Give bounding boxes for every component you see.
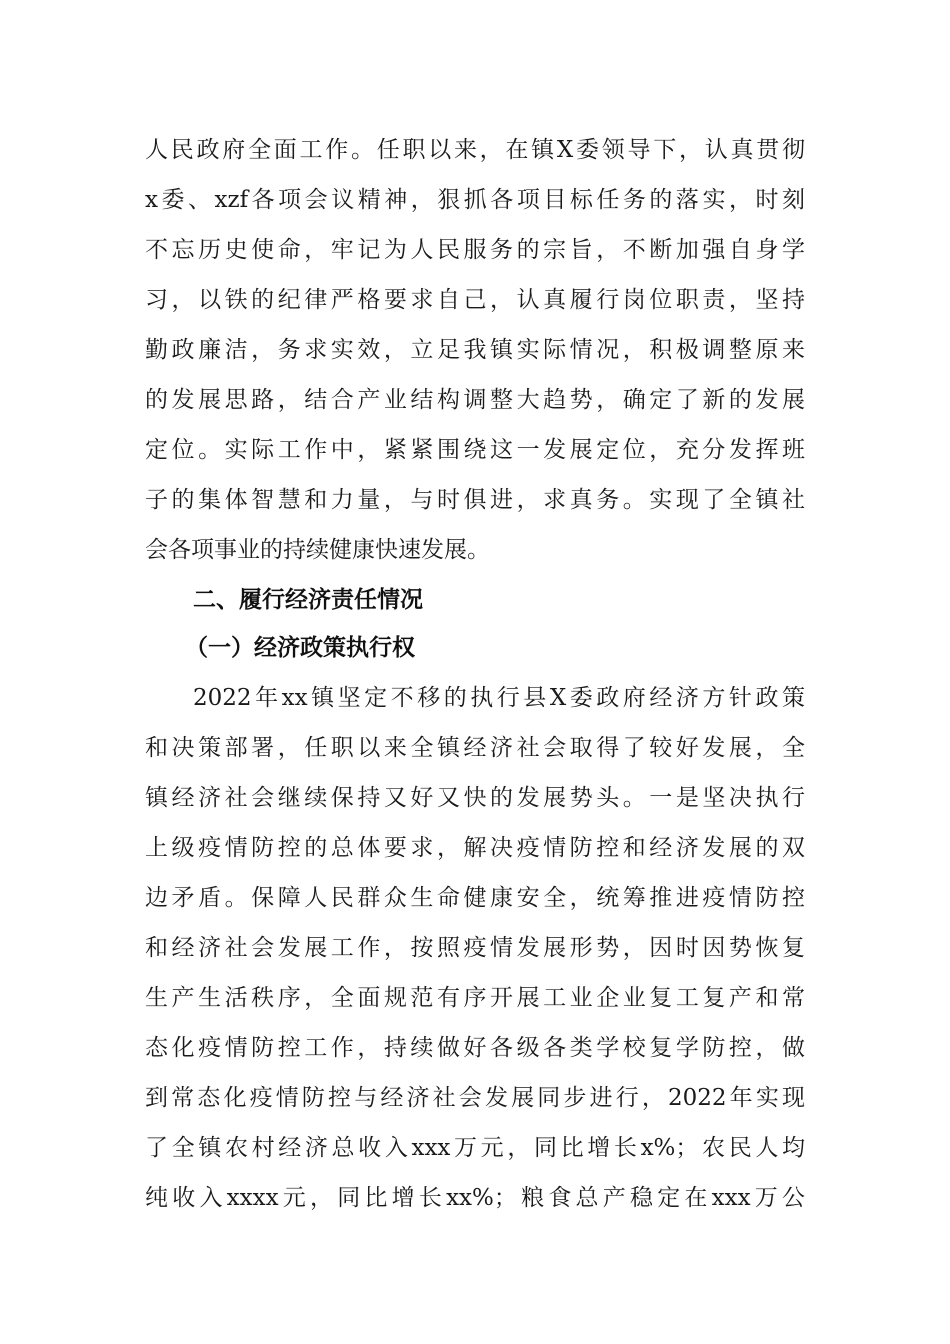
body-text-line: 到常态化疫情防控与经济社会发展同步进行，2022年实现: [145, 1085, 805, 1111]
body-text-line: x委、xzf各项会议精神，狠抓各项目标任务的落实，时刻: [145, 187, 805, 213]
body-text-line: 镇经济社会继续保持又好又快的发展势头。一是坚决执行: [145, 785, 805, 811]
body-text-line: 的发展思路，结合产业结构调整大趋势，确定了新的发展: [145, 387, 805, 413]
body-text-line: 和决策部署，任职以来全镇经济社会取得了较好发展，全: [145, 735, 805, 761]
body-text-line: 人民政府全面工作。任职以来，在镇X委领导下，认真贯彻: [145, 137, 805, 163]
body-text-line: 边矛盾。保障人民群众生命健康安全，统筹推进疫情防控: [145, 885, 805, 911]
body-text-line: 了全镇农村经济总收入xxx万元，同比增长x%；农民人均: [145, 1135, 805, 1161]
body-text-line: 定位。实际工作中，紧紧围绕这一发展定位，充分发挥班: [145, 437, 805, 463]
body-text-line: 生产生活秩序，全面规范有序开展工业企业复工复产和常: [145, 985, 805, 1011]
body-text-line: 习，以铁的纪律严格要求自己，认真履行岗位职责，坚持: [145, 287, 805, 313]
body-text-line: 会各项事业的持续健康快速发展。: [145, 537, 490, 563]
body-text-line: 态化疫情防控工作，持续做好各级各类学校复学防控，做: [145, 1035, 805, 1061]
body-text-line: 2022年xx镇坚定不移的执行县X委政府经济方针政策: [193, 685, 805, 711]
body-text-line: 勤政廉洁，务求实效，立足我镇实际情况，积极调整原来: [145, 337, 805, 363]
body-text-line: 纯收入xxxx元，同比增长xx%；粮食总产稳定在xxx万公: [145, 1185, 805, 1211]
body-text-line: 和经济社会发展工作，按照疫情发展形势，因时因势恢复: [145, 935, 805, 961]
subsection-heading: （一）经济政策执行权: [185, 635, 415, 661]
body-text-line: 不忘历史使命，牢记为人民服务的宗旨，不断加强自身学: [145, 237, 805, 263]
body-text-line: 上级疫情防控的总体要求，解决疫情防控和经济发展的双: [145, 835, 805, 861]
body-text-line: 子的集体智慧和力量，与时俱进，求真务。实现了全镇社: [145, 487, 805, 513]
section-heading: 二、履行经济责任情况: [193, 587, 423, 613]
